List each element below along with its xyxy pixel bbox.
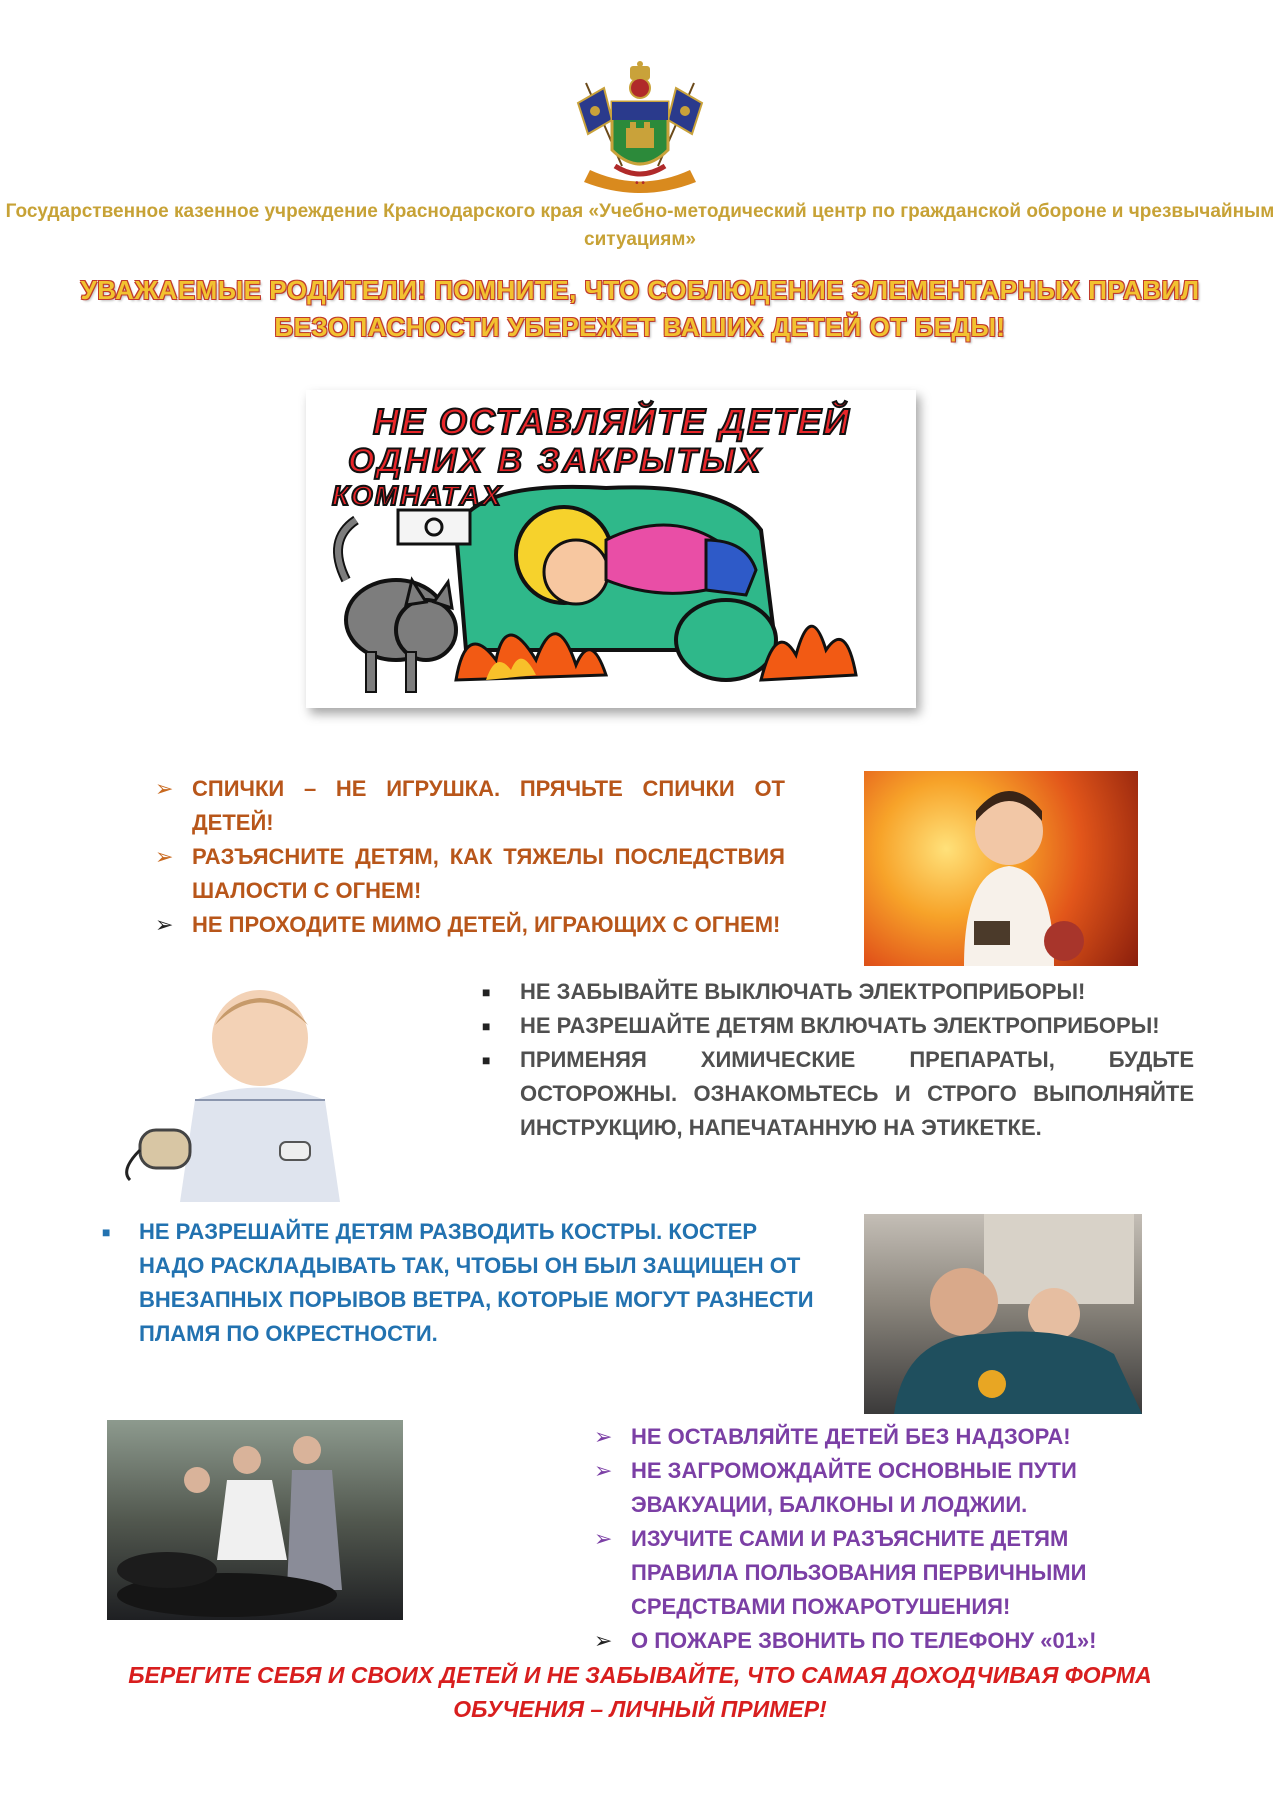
crown-icon <box>630 61 650 98</box>
list-item: ➢ НЕ ПРОХОДИТЕ МИМО ДЕТЕЙ, ИГРАЮЩИХ С ОГНЕМ! <box>155 908 785 942</box>
poster-title <box>312 402 912 512</box>
arrowhead-icon: ➢ <box>594 1458 613 1483</box>
arrowhead-icon: ➢ <box>594 1526 613 1551</box>
list-item: ➢ НЕ ЗАГРОМОЖДАЙТЕ ОСНОВНЫЕ ПУТИ ЭВАКУАЦИИ, БАЛКОНЫ И ЛОДЖИИ. <box>594 1454 1154 1522</box>
list-item: ■ НЕ ЗАБЫВАЙТЕ ВЫКЛЮЧАТЬ ЭЛЕКТРОПРИБОРЫ! <box>482 975 1194 1009</box>
list-item: ➢ СПИЧКИ – НЕ ИГРУШКА. ПРЯЧЬТЕ СПИЧКИ ОТ ДЕТЕЙ! <box>155 772 785 840</box>
poster-title-line-1: НЕ ОСТАВЛЯЙТЕ ДЕТЕЙ <box>372 401 852 442</box>
arrowhead-icon: ➢ <box>594 1628 613 1653</box>
ribbon-icon <box>584 166 696 193</box>
footer-message: БЕРЕГИТЕ СЕБЯ И СВОИХ ДЕТЕЙ И НЕ ЗАБЫВАЙТЕ, ЧТО САМАЯ ДОХОДЧИВАЯ ФОРМА ОБУЧЕНИЯ – ЛИЧНЫЙ ПРИМЕР! <box>128 1662 1152 1722</box>
crying-child-fire-photo <box>864 771 1138 966</box>
headline-line-2: БЕЗОПАСНОСТИ УБЕРЕЖЕТ ВАШИХ ДЕТЕЙ ОТ БЕДЫ! <box>274 312 1006 342</box>
poster-title-line-2: ОДНИХ В ЗАКРЫТЫХ <box>348 442 764 480</box>
list-item: ■ ПРИМЕНЯЯ ХИМИЧЕСКИЕ ПРЕПАРАТЫ, БУДЬТЕ ОСТОРОЖНЫ. ОЗНАКОМЬТЕСЬ И СТРОГО ВЫПОЛНЯЙТЕ ИНСТРУКЦИЮ, НАПЕЧАТАННУЮ НА ЭТИКЕТКЕ. <box>482 1043 1194 1145</box>
square-bullet-icon: ■ <box>482 984 491 1000</box>
list-item: ➢ ИЗУЧИТЕ САМИ И РАЗЪЯСНИТЕ ДЕТЯМ ПРАВИЛА ПОЛЬЗОВАНИЯ ПЕРВИЧНЫМИ СРЕДСТВАМИ ПОЖАРОТУШЕНИЯ! <box>594 1522 1154 1624</box>
arrowhead-icon: ➢ <box>155 912 174 937</box>
cat-icon <box>338 520 456 692</box>
coat-of-arms-emblem <box>560 58 720 198</box>
electrical-safety-list <box>482 975 1194 1145</box>
headline-line-1: УВАЖАЕМЫЕ РОДИТЕЛИ! ПОМНИТЕ, ЧТО СОБЛЮДЕНИЕ ЭЛЕМЕНТАРНЫХ ПРАВИЛ <box>80 275 1200 305</box>
baby-with-plug-photo <box>120 980 350 1202</box>
campfire-safety-list <box>102 1215 822 1351</box>
square-bullet-icon: ■ <box>102 1224 111 1240</box>
square-bullet-icon: ■ <box>482 1018 491 1034</box>
shield-icon <box>612 102 668 164</box>
list-item: ➢ РАЗЪЯСНИТЕ ДЕТЯМ, КАК ТЯЖЕЛЫ ПОСЛЕДСТВИЯ ШАЛОСТИ С ОГНЕМ! <box>155 840 785 908</box>
list-item: ■ НЕ РАЗРЕШАЙТЕ ДЕТЯМ ВКЛЮЧАТЬ ЭЛЕКТРОПРИБОРЫ! <box>482 1009 1194 1043</box>
poster-illustration <box>306 390 916 708</box>
arrowhead-icon: ➢ <box>594 1424 613 1449</box>
poster-title-line-3: КОМНАТАХ <box>332 480 503 511</box>
svg-text:• •: • • <box>635 178 645 189</box>
arrowhead-icon: ➢ <box>155 844 174 869</box>
square-bullet-icon: ■ <box>482 1052 491 1068</box>
organization-name: Государственное казенное учреждение Краснодарского края «Учебно-методический центр по гражданской обороне и чрезвычайным ситуациям» <box>5 201 1275 250</box>
rescuer-with-children-photo <box>864 1214 1142 1414</box>
arrowhead-icon: ➢ <box>155 776 174 801</box>
list-item: ➢ НЕ ОСТАВЛЯЙТЕ ДЕТЕЙ БЕЗ НАДЗОРА! <box>594 1420 1154 1454</box>
disaster-scene-photo <box>107 1420 403 1620</box>
matches-safety-list <box>155 772 785 942</box>
list-item: ➢ О ПОЖАРЕ ЗВОНИТЬ ПО ТЕЛЕФОНУ «01»! <box>594 1624 1154 1658</box>
list-item: ■ НЕ РАЗРЕШАЙТЕ ДЕТЯМ РАЗВОДИТЬ КОСТРЫ. КОСТЕР НАДО РАСКЛАДЫВАТЬ ТАК, ЧТОБЫ ОН БЫЛ ЗАЩИЩЕН ОТ ВНЕЗАПНЫХ ПОРЫВОВ ВЕТРА, КОТОРЫЕ МОГУТ РАЗНЕСТИ ПЛАМЯ ПО ОКРЕСТНОСТИ. <box>102 1215 822 1351</box>
fire-prevention-list <box>594 1420 1154 1658</box>
